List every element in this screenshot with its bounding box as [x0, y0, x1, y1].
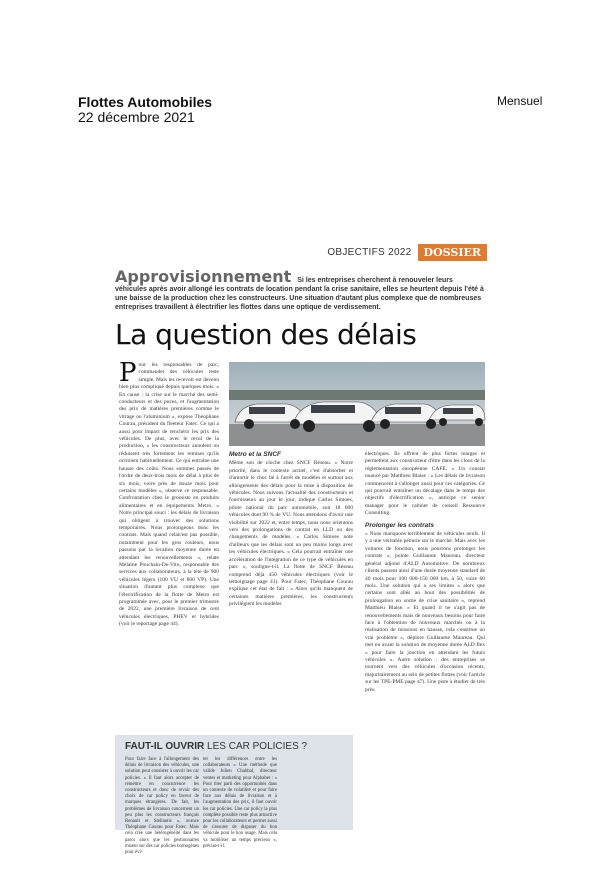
parked-cars-image	[229, 362, 485, 446]
publication-periodicity: Mensuel	[497, 94, 543, 108]
column-3-text-b: « Nous manquons terriblement de véhicules neufs. Il y a une véritable pénurie sur le marché. Mais avec les voitures de fonction, nous pourrons prolonger les contrats », pointe Guillaume Maureau, directeur général adjoint d'ALD Automotive. De nombreux clients passent ainsi d'une durée moyenne standard de 40 mois pour 100 000-150 000 km, à 50, voire 60 mois. Une solution qui a ses limites « alors que certains sont allés au bout des possibilités de prolongation en sortie de crise sanitaire », reprend Matthieu Blaise. « Et quand il ne s'agit pas de renouvellements mais de nouveaux besoins pour faire face à l'obtention de nouveaux marchés ou à la réalisation de missions en hausse, cela constitue un vrai problème », déplore Guillaume Maureau. Qui met en avant la solution de moyenne durée ALD flex « pour faire la jonction en attendant les futurs véhicules ». Autre solution : des entreprises se tournent vers des véhicules d'occasion récents, majoritairement au sein de petites flottes (voir l'article sur les TPE-PME page 47). Une piste à étudier de très près.	[365, 531, 485, 693]
article-column-3	[365, 451, 485, 871]
column-2-text: Même son de cloche chez SNCF Réseau. « Notre priorité, dans le contexte actuel, c'est d'absorber et d'amortir le choc lié à l'arrêt de modèles et surtout aux allongements des délais pour la mise à disposition de véhicules. Nous suivons l'actualité des constructeurs et fournisseurs au jour le jour, indique Carlos Simoes, pilote national du parc automobile, soit 18 000 véhicules dont 90 % de VU. Nous attendons d'avoir une visibilité sur 2022 et, entre temps, nous nous orientons vers des prolongations de contrat en LLD ou des changements de modèles. » Carlos Simoes note d'ailleurs que les délais sont un peu moins longs avec les véhicules électriques. « Cela pourrait entraîner une accélération de l'intégration de ce type de véhicules en parc », souligne-t-il. La flotte de SNCF Réseau comprend déjà 450 véhicules électriques (voir le témoignage page 41). Pour Fatec, Théophane Courau explique cet état de fait : « Alors qu'ils manquent de certaines matières premières, les constructeurs privilégient les modèles	[229, 460, 353, 608]
dropcap: P	[119, 358, 137, 388]
standfirst: Si les entreprises cherchent à renouveler leurs véhicules après avoir allongé les contrats de location pendant la crise sanitaire, elles se heurtent depuis l'été à une baisse de la production chez les constructeurs. Une situation d'autant plus complexe que de nombreuses entreprises travaillent à électrifier les flottes dans une optique de verdissement.	[115, 277, 484, 311]
column-3-text-a: électriques. Ils offrent de plus fortes marges et permettent aux constructeur d'être dans les clous de la réglementation européenne CAFE. » Un constat nuancé par Matthieu Blaise : « Les délais de livraison commencent à s'allonger aussi pour ces catégories. Ce qui pourrait entraîner un décalage dans le temps des objectifs d'électrification », anticipe ce senior manager pour le cabinet de conseil Ressource Consulting.	[365, 451, 485, 517]
section-header	[327, 244, 487, 261]
section-badge: DOSSIER	[418, 244, 487, 261]
article-column-1	[119, 358, 219, 734]
publication-date: 22 décembre 2021	[78, 109, 195, 125]
subhead-metro-sncf: Metro et la SNCF	[229, 451, 282, 458]
article-clipping	[111, 240, 491, 856]
article-column-2	[229, 451, 353, 724]
kicker: Approvisionnement	[115, 267, 292, 286]
sidebar-title-bold: FAUT-IL OUVRIR	[125, 741, 205, 752]
subhead-prolonger: Prolonger les contrats	[365, 521, 434, 529]
publication-title: Flottes Automobiles	[78, 94, 213, 110]
cars-photo	[229, 362, 485, 446]
standfirst-block	[115, 267, 485, 312]
sidebar-column-2: ter les différences entre les collaborateurs » Une méthode que valide Julien Chabbal, directeur ventes et marketing pour Alphabet : « Pour tirer parti des opportunités dans un contexte de volatilité et pour faire face aux délais de livraison et à l'augmentation des prix, il faut ouvrir les car policies. Une car policy la plus complète possible reste plus attractive pour les collaborateurs et permet aussi de s'assurer de disposer du bon véhicule pour le bon usage. Mais cela va mobiliser un temps précieux », précise-t-il.	[203, 757, 277, 849]
headline: La question des délais	[115, 318, 417, 351]
section-label: OBJECTIFS 2022	[327, 247, 412, 258]
sidebar-title-light: LES CAR POLICIES ?	[207, 741, 308, 752]
column-1-text: our les responsables de parc, commander des véhicules reste simple. Mais les recevoir est devenu bien plus compliqué depuis quelques mois. « En cause : la crise sur le marché des semi-conducteurs et des puces, et l'augmentation des prix de matières premières comme le vitrage ou l'aluminium », expose Théophane Courau, président du fleeteur Fatec. Ce qui a aussi pour impact de renchérir les prix des véhicules. De plus, avec le recul de la production, « les constructeurs annulent ou réduisent très fortement les remises qu'ils octroient habituellement. Ce qui entraîne une hausse des coûts. Nous sommes passés de l'ordre de deux-trois mois de délai à plus de six mois, voire près de douze mois pour certains modèles », observe ce responsable. Confrontation chez le grossiste en produits alimentaires et en équipements Metro. « Notre principal souci : les délais de livraison qui obligent à trouver des solutions temporaires. Nous prolongeons donc les contrats. Mais quand celan'est pas possible, notamment pour les gros rouleurs, nous passons par la location moyenne durée en attendant les renouvellements », relate Mélaine Pouchain-De-Vitu, responsable des services aux collaborateurs, à la tête de 900 véhicules légers (100 VU et 800 VP). Une situation d'autant plus complexe que l'électrification de la flotte de Metro est programmée avec, pour le premier trimestre de 2022, une première livraison de cent véhicules électriques, PHEV et hybrides (voir le reportage page 44).	[119, 362, 219, 628]
sidebar-column-1: Pour faire face à l'allongement des délais de livraison des véhicules, une solution peut consister à ouvrir les car policies. « Il faut alors accepter de remettre en concurrence les constructeurs et donc de revoir des choix de car policy en faveur de marques étrangères. De fait, les problèmes de livraison concernent un peu plus les constructeurs français Renault et Stellantis », avance Théophane Courau pour Fatec. Mais cela crée une hétérogénéité dans les parcs alors que les gestionnaires misent sur des car policies homogènes pour évi-	[125, 757, 199, 856]
sidebar-title	[125, 741, 307, 752]
sidebar-box	[115, 735, 353, 856]
